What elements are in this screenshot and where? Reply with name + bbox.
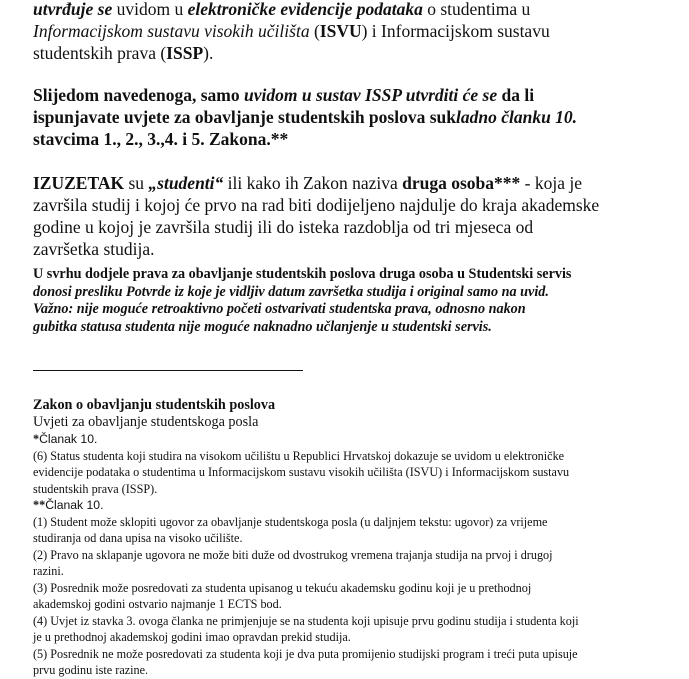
footnote-divider [33,370,303,371]
text-line: studiranja od dana upisa na visoko učilište. [33,531,243,545]
paragraph-exception [33,172,673,260]
text-line: (4) Uvjet iz stavka 3. ovoga članka ne primjenjuje se na studenta koji upisuje prvu godinu studija i studenta koji [33,613,579,628]
text-line: (6) Status studenta koji studira na visokom učilištu u Republici Hrvatskoj dokazuje se uvidom u elektroničke [33,448,565,463]
footnotes-section [33,396,673,679]
text-line: razini. [33,564,64,578]
text-line: završila studij i kojoj će prvo na rad biti dodijeljeno najdulje do kraja akademske [33,195,600,215]
text-line: utvrđuje se uvidom u elektroničke evidencije podataka o studentima u [33,0,531,19]
text-line: (2) Pravo na sklapanje ugovora ne može biti duže od dvostrukog vremena trajanja studija na prvoj i drugoj [33,547,553,562]
text-line: gubitka statusa studenta nije moguće naknadno učlanjenje u studentski servis. [33,318,492,335]
text-line: Slijedom navedenoga, samo uvidom u sustav ISSP utvrditi će se da li [33,85,535,105]
text-line: studentskih prava (ISSP). [33,481,158,496]
text-line: ispunjavate uvjete za obavljanje studentskih poslova sukladno članku 10. [33,107,578,127]
text-line: studentskih prava (ISSP). [33,43,214,63]
text-line: završetka studija. [33,239,155,259]
text-line: je u prethodnoj akademskoj godini imao opravdan prekid studija. [33,630,351,644]
law-title: Zakon o obavljanju studentskih poslova [33,397,276,413]
text-line: donosi presliku Potvrde iz koje je vidljiv datum završetka studija i original samo na uvid. [33,283,549,300]
text-line: (5) Posrednik ne može posredovati za studenta koji je dva puta promijenio studijski program i treći puta upisuje [33,646,578,661]
text-line: stavcima 1., 2., 3.,4. i 5. Zakona.** [33,129,289,149]
law-subtitle: Uvjeti za obavljanje studentskoga posla [33,414,259,430]
text-line: godine u kojoj je završila studij ili do isteka razdoblja od tri mjeseca od [33,217,534,237]
text-line: Važno: nije moguće retroaktivno početi ostvarivati studentska prava, odnosno nakon [33,301,526,317]
footnote-star1: *Članak 10. [33,432,98,446]
text-line: akademskoj godini ostvario najmanje 1 ECTS bod. [33,597,282,611]
paragraph-issp-check [33,84,673,150]
text-line: (3) Posrednik može posredovati za studenta upisanog u tekuću akademsku godinu koji je u prethodnoj [33,580,532,595]
text-line: IZUZETAK su „studenti“ ili kako ih Zakon naziva druga osoba*** - koja je [33,173,583,193]
footnote-star2: **Članak 10. [33,498,104,512]
paragraph-other-person-notice [33,266,673,336]
text-line: Informacijskom sustavu visokih učilišta (ISVU) i Informacijskom sustavu [33,21,550,41]
text-line: (1) Student može sklopiti ugovor za obavljanje studentskoga posla (u daljnjem tekstu: ugovor) za vrijeme [33,514,548,529]
text-line: prvu godinu iste razine. [33,663,149,677]
paragraph-status-verification [33,0,673,64]
text-line: evidencije podataka o studentima u Informacijskom sustavu visokih učilišta (ISVU) i Informacijskom sustavu [33,465,570,479]
text-line: U svrhu dodjele prava za obavljanje studentskih poslova druga osoba u Studentski servis [33,266,572,282]
